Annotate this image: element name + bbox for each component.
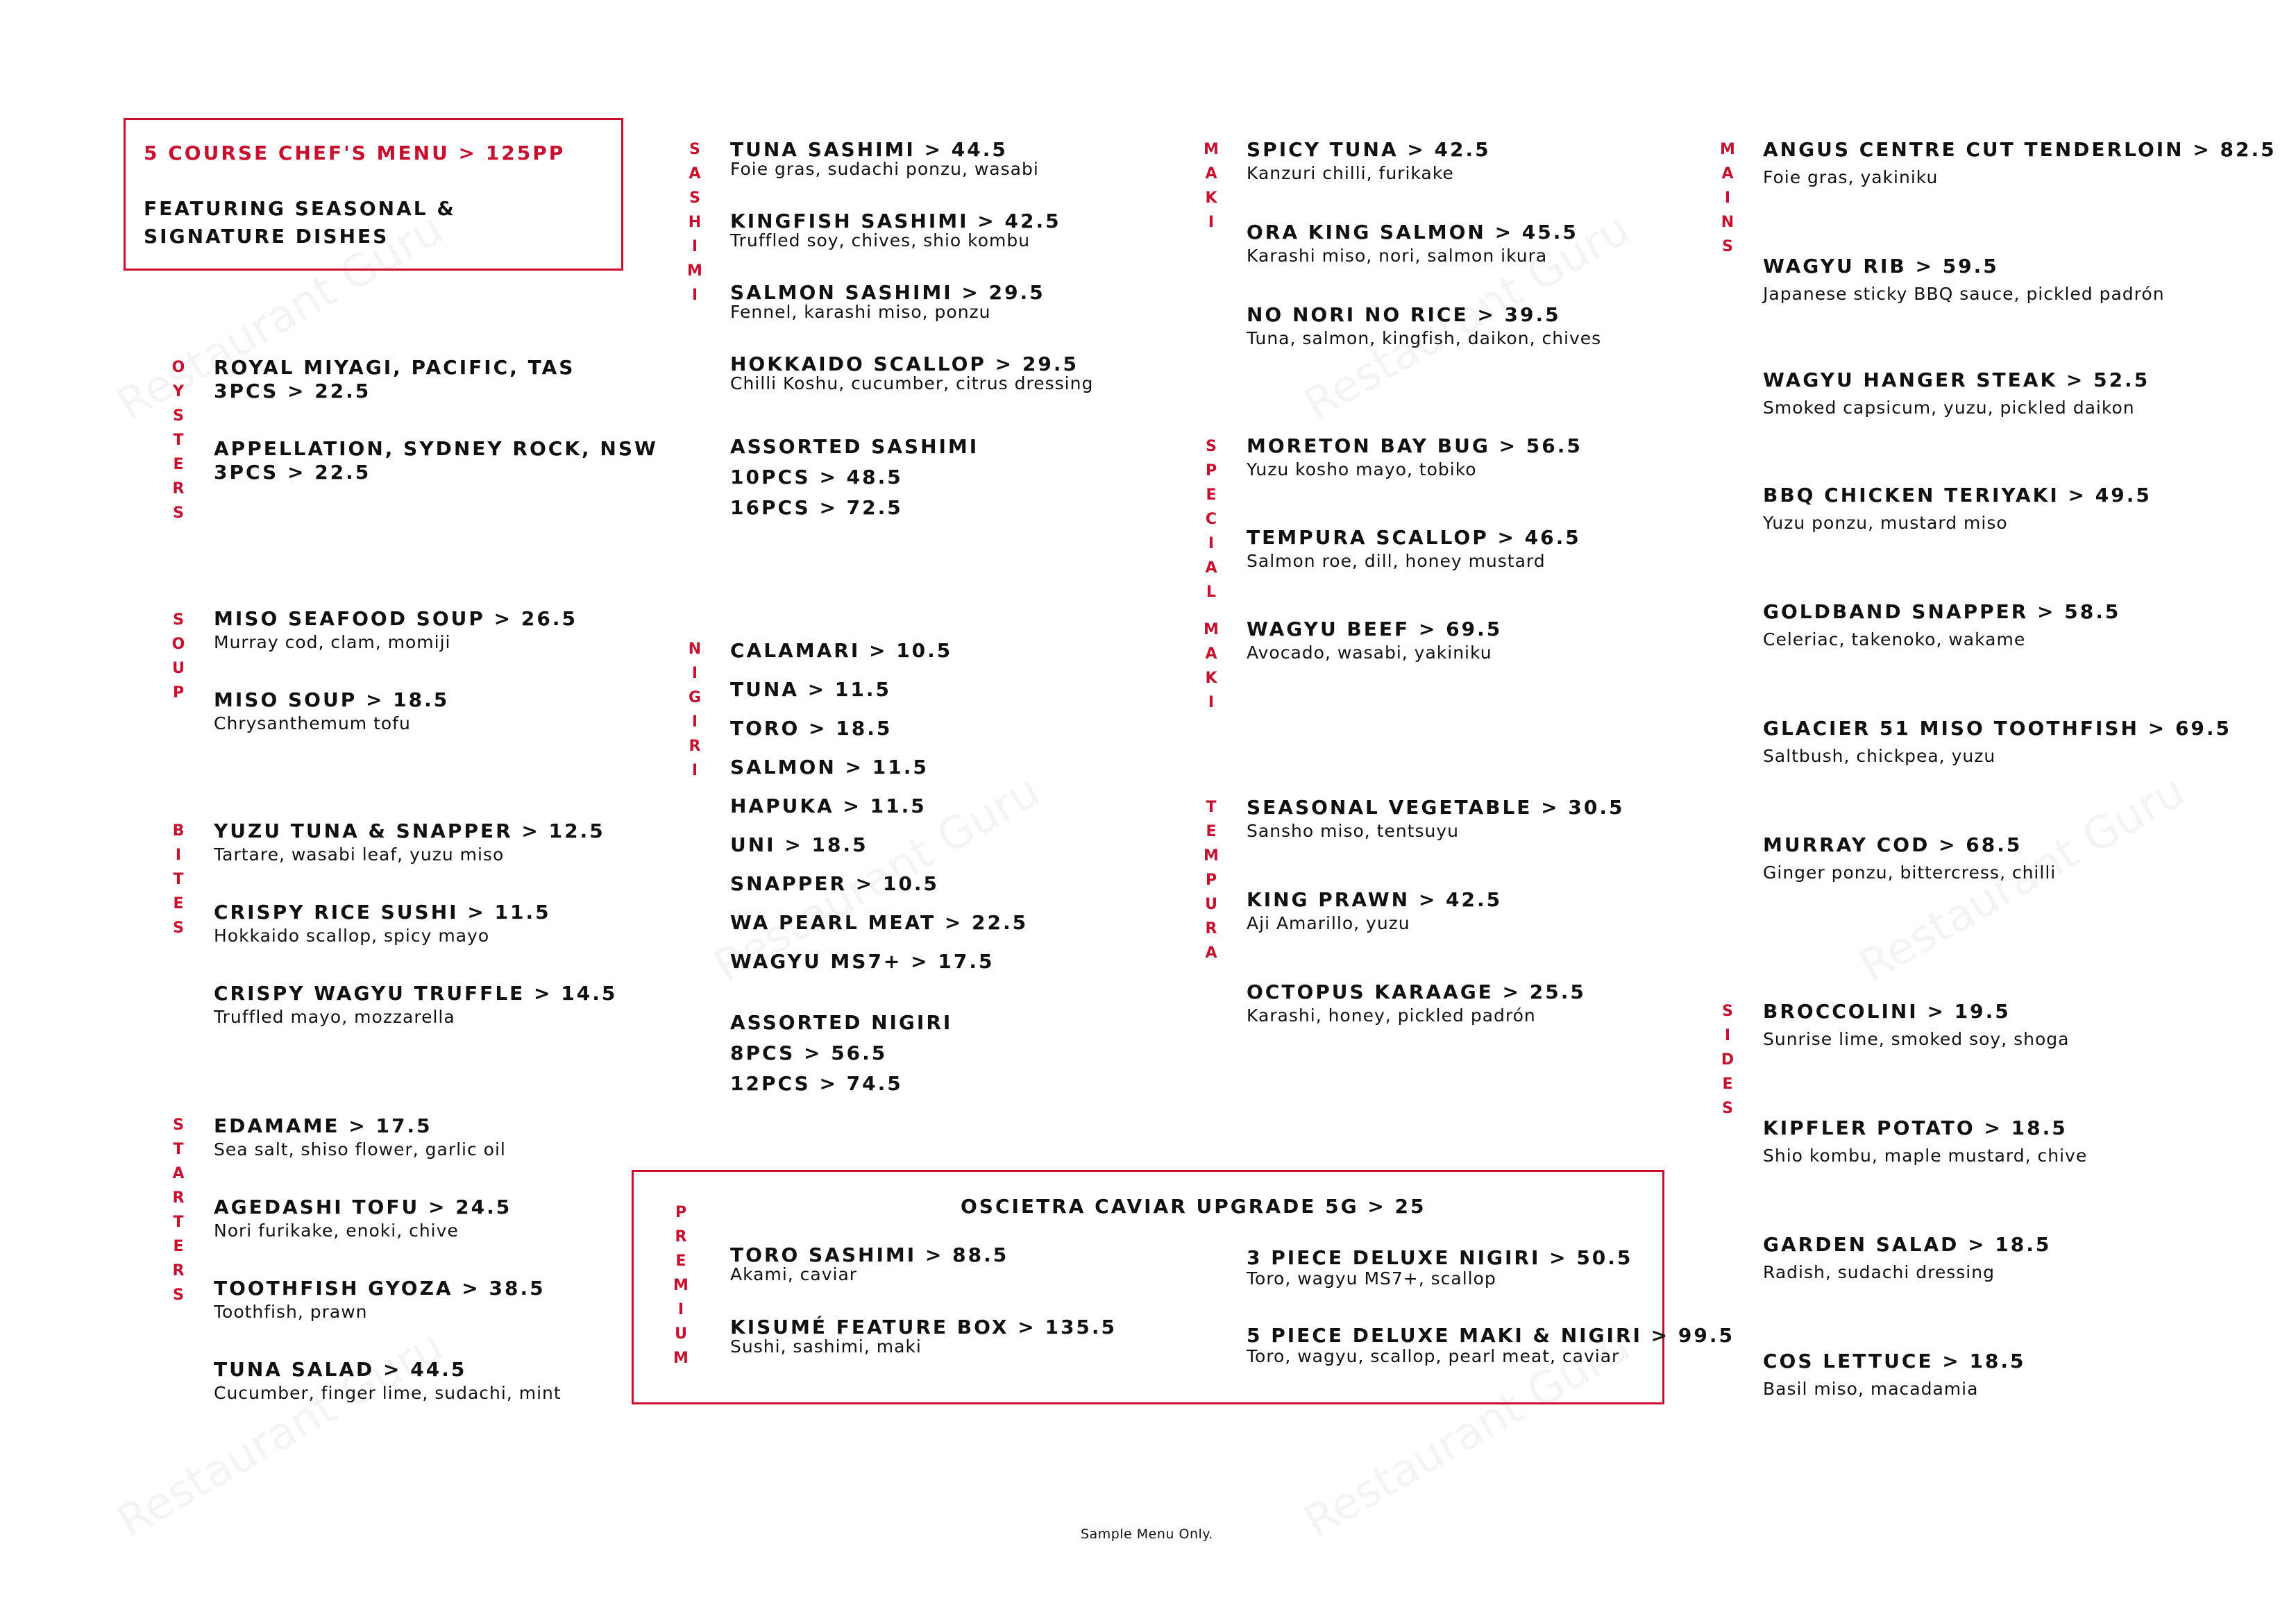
item-title: ORA KING SALMON > 45.5 [1247,221,1578,244]
item-desc: Saltbush, chickpea, yuzu [1763,746,1996,766]
item-title: CRISPY RICE SUSHI > 11.5 [214,901,551,924]
chef-menu-subtitle: FEATURING SEASONAL & [144,197,456,220]
assorted-nigiri-title: ASSORTED NIGIRI [730,1011,953,1034]
item-desc: Shio kombu, maple mustard, chive [1763,1146,2088,1166]
item-desc: Chilli Koshu, cucumber, citrus dressing [730,373,1094,393]
menu-item [1247,1324,1734,1367]
item-title: MURRAY COD > 68.5 [1763,833,2023,856]
section-label-starters: S T A R T E R S [172,1116,185,1304]
nigiri-item: SNAPPER > 10.5 [730,872,940,895]
item-title: ROYAL MIYAGI, PACIFIC, TAS [214,356,575,379]
menu-item [1763,1233,2051,1283]
item-title: GARDEN SALAD > 18.5 [1763,1233,2052,1256]
assorted-nigiri-option: 12PCS > 74.5 [730,1072,903,1095]
item-title: EDAMAME > 17.5 [214,1114,432,1137]
assorted-nigiri-option: 8PCS > 56.5 [730,1042,888,1064]
item-desc: Sushi, sashimi, maki [730,1336,922,1357]
nigiri-item: TUNA > 11.5 [730,678,891,701]
premium-header: OSCIETRA CAVIAR UPGRADE 5G > 25 [961,1195,1426,1218]
item-title: SPICY TUNA > 42.5 [1247,138,1491,161]
item-title: APPELLATION, SYDNEY ROCK, NSW [214,437,658,460]
item-title: AGEDASHI TOFU > 24.5 [214,1196,512,1218]
menu-item [214,982,617,1028]
section-label-sides: S I D E S [1721,1003,1734,1117]
item-desc: Basil miso, macadamia [1763,1379,1979,1399]
item-desc: Nori furikake, enoki, chive [214,1221,459,1241]
section-label-special-maki: M A K I [1204,621,1219,711]
section-label-premium: P R E M I U M [673,1204,689,1367]
item-desc: Toothfish, prawn [214,1302,368,1322]
assorted-sashimi-title: ASSORTED SASHIMI [730,435,979,458]
assorted-sashimi-option: 10PCS > 48.5 [730,466,903,488]
item-title: MISO SOUP > 18.5 [214,688,450,711]
menu-item [1247,138,1491,184]
item-desc: Sunrise lime, smoked soy, shoga [1763,1029,2070,1049]
item-title: 3 PIECE DELUXE NIGIRI > 50.5 [1247,1246,1633,1269]
item-desc: Karashi miso, nori, salmon ikura [1247,246,1548,266]
item-desc: Sansho miso, tentsuyu [1247,821,1459,841]
item-desc: Truffled mayo, mozzarella [214,1007,455,1027]
item-title: NO NORI NO RICE > 39.5 [1247,303,1561,326]
item-title: HOKKAIDO SCALLOP > 29.5 [730,352,1079,375]
item-title: OCTOPUS KARAAGE > 25.5 [1247,980,1586,1003]
nigiri-item: SALMON > 11.5 [730,756,929,779]
menu-item [1247,303,1601,349]
menu-item [730,281,1045,323]
section-label-special: S P E C I A L [1205,438,1217,601]
item-desc: Aji Amarillo, yuzu [1247,913,1410,933]
menu-item [214,1358,562,1404]
item-title: TOOTHFISH GYOZA > 38.5 [214,1277,546,1300]
nigiri-item: TORO > 18.5 [730,717,893,740]
menu-item [1763,1116,2087,1166]
item-desc: Akami, caviar [730,1264,858,1284]
item-desc: Truffled soy, chives, shio kombu [730,230,1031,250]
item-title: TUNA SASHIMI > 44.5 [730,138,1008,161]
menu-item [730,352,1093,394]
nigiri-item: HAPUKA > 11.5 [730,794,927,817]
item-title: BBQ CHICKEN TERIYAKI > 49.5 [1763,484,2152,507]
item-desc: Yuzu kosho mayo, tobiko [1247,459,1477,479]
menu-item [1247,1246,1632,1289]
section-label-bites: B I T E S [172,822,185,937]
item-title: BROCCOLINI > 19.5 [1763,1000,2011,1023]
item-price: 3PCS > 22.5 [214,380,371,402]
item-desc: Sea salt, shiso flower, garlic oil [214,1139,506,1159]
section-label-tempura: T E M P U R A [1204,799,1219,962]
item-title: YUZU TUNA & SNAPPER > 12.5 [214,819,605,842]
item-desc: Murray cod, clam, momiji [214,632,451,652]
menu-item [1763,484,2152,534]
menu-item [1763,1000,2069,1050]
nigiri-item: UNI > 18.5 [730,833,868,856]
assorted-sashimi-option: 16PCS > 72.5 [730,496,903,519]
nigiri-item: WA PEARL MEAT > 22.5 [730,911,1029,934]
item-desc: Avocado, wasabi, yakiniku [1247,643,1492,663]
item-desc: Tartare, wasabi leaf, yuzu miso [214,844,505,865]
menu-item [730,1243,1008,1285]
menu-item [214,356,575,403]
item-title: TORO SASHIMI > 88.5 [730,1243,1009,1266]
item-desc: Ginger ponzu, bittercress, chilli [1763,863,2057,883]
item-title: WAGYU HANGER STEAK > 52.5 [1763,368,2150,391]
item-desc: Toro, wagyu MS7+, scallop [1247,1268,1496,1289]
section-label-soup: S O U P [171,611,185,702]
menu-item [1763,833,2056,883]
menu-item [1763,717,2231,767]
item-desc: Japanese sticky BBQ sauce, pickled padrón [1763,284,2165,304]
menu-item [730,1316,1117,1357]
item-desc: Smoked capsicum, yuzu, pickled daikon [1763,398,2135,418]
chef-menu-subtitle-2: SIGNATURE DISHES [144,225,389,248]
section-label-oysters: O Y S T E R S [171,359,185,522]
menu-item [214,1277,546,1323]
item-title: KINGFISH SASHIMI > 42.5 [730,210,1061,232]
item-title: ANGUS CENTRE CUT TENDERLOIN > 82.5 [1763,138,2277,161]
menu-item [214,688,449,734]
item-desc: Foie gras, yakiniku [1763,167,1939,187]
section-label-maki: M A K I [1204,141,1219,231]
menu-item [1247,980,1586,1026]
menu-item [730,210,1061,251]
item-title: COS LETTUCE > 18.5 [1763,1350,2026,1373]
item-price: 3PCS > 22.5 [214,461,371,484]
item-title: WAGYU BEEF > 69.5 [1247,618,1503,640]
section-label-mains: M A I N S [1720,141,1735,255]
chef-menu-title: 5 COURSE CHEF'S MENU > 125PP [144,142,566,164]
menu-item [214,1196,512,1241]
item-desc: Foie gras, sudachi ponzu, wasabi [730,159,1039,179]
section-label-sashimi: S A S H I M I [687,141,702,304]
item-title: MORETON BAY BUG > 56.5 [1247,434,1582,457]
item-desc: Salmon roe, dill, honey mustard [1247,551,1546,571]
menu-item [1763,1350,2026,1400]
item-desc: Toro, wagyu, scallop, pearl meat, caviar [1247,1346,1620,1366]
menu-item [1763,138,2277,188]
item-desc: Karashi, honey, pickled padrón [1247,1005,1536,1026]
item-title: SEASONAL VEGETABLE > 30.5 [1247,796,1625,819]
menu-item [214,607,577,653]
menu-item [1763,368,2150,418]
item-title: GOLDBAND SNAPPER > 58.5 [1763,600,2121,623]
menu-item [214,819,605,865]
item-desc: Fennel, karashi miso, ponzu [730,302,991,322]
item-desc: Yuzu ponzu, mustard miso [1763,513,2008,533]
menu-item [1247,434,1582,480]
item-title: KISUMÉ FEATURE BOX > 135.5 [730,1316,1117,1339]
item-title: KING PRAWN > 42.5 [1247,888,1503,911]
item-desc: Radish, sudachi dressing [1763,1262,1995,1282]
nigiri-item: CALAMARI > 10.5 [730,639,953,662]
menu-item [1763,600,2120,650]
menu-item [1763,255,2165,305]
item-desc: Cucumber, finger lime, sudachi, mint [214,1383,562,1403]
menu-item [1247,618,1502,663]
item-title: 5 PIECE DELUXE MAKI & NIGIRI > 99.5 [1247,1324,1734,1347]
menu-item [1247,526,1581,572]
item-desc: Celeriac, takenoko, wakame [1763,629,2026,649]
item-desc: Hokkaido scallop, spicy mayo [214,926,490,946]
item-title: WAGYU RIB > 59.5 [1763,255,1999,278]
item-title: TEMPURA SCALLOP > 46.5 [1247,526,1581,549]
menu-item [730,138,1039,180]
menu-item [214,901,551,946]
chef-menu-box [124,118,623,271]
menu-item [214,1114,506,1160]
item-title: MISO SEAFOOD SOUP > 26.5 [214,607,577,630]
item-desc: Kanzuri chilli, furikake [1247,163,1454,183]
menu-item [214,437,658,484]
item-title: GLACIER 51 MISO TOOTHFISH > 69.5 [1763,717,2232,740]
item-title: CRISPY WAGYU TRUFFLE > 14.5 [214,982,618,1005]
nigiri-item: WAGYU MS7+ > 17.5 [730,950,995,973]
footer-note: Sample Menu Only. [1081,1527,1213,1542]
menu-item [1247,888,1502,934]
watermark [109,1320,452,1548]
item-desc: Tuna, salmon, kingfish, daikon, chives [1247,328,1602,348]
menu-item [1247,221,1578,266]
menu-item [1247,796,1624,842]
item-title: TUNA SALAD > 44.5 [214,1358,467,1381]
item-title: KIPFLER POTATO > 18.5 [1763,1116,2068,1139]
item-desc: Chrysanthemum tofu [214,713,411,733]
item-title: SALMON SASHIMI > 29.5 [730,281,1045,304]
section-label-nigiri: N I G I R I [688,640,702,779]
